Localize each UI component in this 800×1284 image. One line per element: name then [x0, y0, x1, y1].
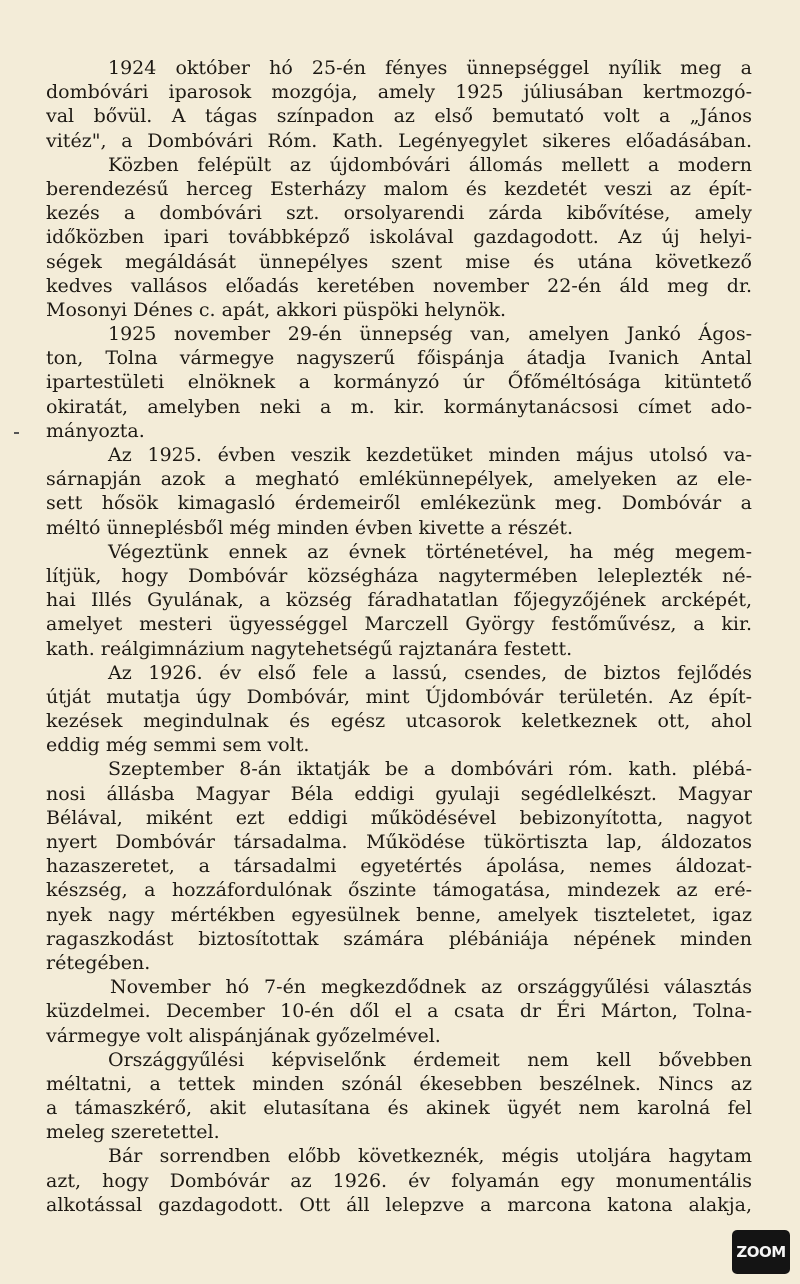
- text-line: amelyet mesteri ügyességgel Marczell György festőművész, a kir.: [46, 613, 752, 636]
- text-line: Végeztünk ennek az évnek történetével, ha még megem-: [108, 540, 752, 563]
- text-line: Bélával, miként ezt eddigi működésével bebizonyította, nagyot: [46, 806, 752, 829]
- text-line: November hó 7-én megkezdődnek az országgyűlési választás: [110, 976, 752, 999]
- text-line: kedves vallásos előadás keretében november 22-én áld meg dr.: [46, 274, 752, 297]
- text-line: méltó ünneplésből még minden évben kivette a részét.: [46, 516, 573, 539]
- zoom-logo: ZOOM: [732, 1230, 790, 1274]
- text-line: okiratát, amelyben neki a m. kir. kormánytanácsosi címet ado-: [46, 395, 752, 418]
- text-line: berendezésű herceg Esterházy malom és kezdetét veszi az épít-: [46, 177, 752, 200]
- text-line: kezés a dombóvári szt. orsolyarendi zárda kibővítése, amely: [46, 202, 752, 225]
- text-line: Az 1926. év első fele a lassú, csendes, de biztos fejlődés: [108, 661, 752, 684]
- text-line: készség, a hozzáfordulónak őszinte támogatása, mindezek az eré-: [46, 879, 752, 902]
- text-line: nyek nagy mértékben egyesülnek benne, amelyek tiszteletet, igaz: [46, 903, 752, 926]
- text-line: Közben felépült az újdombóvári állomás mellett a modern: [108, 153, 752, 176]
- text-line: hazaszeretet, a társadalmi egyetértés ápolása, nemes áldozat-: [46, 855, 752, 878]
- text-line: ton, Tolna vármegye nagyszerű főispánja átadja Ivanich Antal: [46, 347, 752, 370]
- text-line: sett hősök kimagasló érdemeiről emlékezünk meg. Dombóvár a: [46, 492, 752, 515]
- text-line: Mosonyi Dénes c. apát, akkori püspöki helynök.: [46, 298, 507, 321]
- text-line: Szeptember 8-án iktatják be a dombóvári róm. kath. plébá-: [108, 758, 752, 781]
- text-line: Országgyűlési képviselőnk érdemeit nem kell bővebben: [108, 1048, 752, 1071]
- text-line: nyert Dombóvár társadalma. Működése tükörtiszta lap, áldozatos: [46, 831, 752, 853]
- text-line: alkotással gazdagodott. Ott áll lelepzve a marcona katona alakja,: [46, 1193, 752, 1216]
- text-line: időközben ipari továbbképző iskolával gazdagodott. Az új helyi-: [46, 226, 752, 249]
- text-line: kath. reálgimnázium nagytehetségű rajztanára festett.: [46, 637, 573, 660]
- text-line: dombóvári iparosok mozgója, amely 1925 júliusában kertmozgó-: [46, 81, 752, 104]
- text-line: 1925 november 29-én ünnepség van, amelyen Jankó Ágos-: [108, 323, 752, 346]
- text-line: a támaszkérő, akit elutasítana és akinek ügyét nem karolná fel: [46, 1097, 752, 1120]
- text-line: ragaszkodást biztosítottak számára plébániája népének minden: [46, 927, 752, 950]
- text-line: eddig még semmi sem volt.: [46, 734, 310, 757]
- text-line: 1924 október hó 25-én fényes ünnepséggel nyílik meg a: [108, 57, 752, 79]
- text-line: Bár sorrendben előbb következnék, mégis utoljára hagytam: [108, 1145, 752, 1168]
- text-line: útját mutatja úgy Dombóvár, mint Újdombóvár területén. Az épít-: [46, 685, 752, 708]
- text-line: vármegye volt alispánjának győzelmével.: [46, 1024, 441, 1047]
- text-line: méltatni, a tettek minden szónál ékesebben beszélnek. Nincs az: [46, 1072, 752, 1095]
- text-line: mányozta.: [46, 419, 145, 442]
- text-line: lítjük, hogy Dombóvár községháza nagytermében leleplezték né-: [46, 564, 752, 587]
- text-line: kezések megindulnak és egész utcasorok keletkeznek ott, ahol: [46, 710, 752, 733]
- text-line: küzdelmei. December 10-én dől el a csata dr Éri Márton, Tolna-: [46, 1000, 752, 1023]
- margin-mark: [14, 432, 19, 434]
- text-line: Az 1925. évben veszik kezdetüket minden május utolsó va-: [108, 444, 752, 466]
- text-line: ségek megáldását ünnepélyes szent mise és utána következő: [46, 250, 752, 273]
- text-line: vitéz", a Dombóvári Róm. Kath. Legényegylet sikeres előadásában.: [46, 129, 752, 152]
- document-body: [46, 56, 752, 1217]
- text-line: sárnapján azok a megható emlékünnepélyek, amelyeken az ele-: [46, 468, 752, 491]
- text-line: rétegében.: [46, 951, 151, 974]
- text-line: azt, hogy Dombóvár az 1926. év folyamán egy monumentális: [46, 1169, 752, 1192]
- text-line: meleg szeretettel.: [46, 1121, 220, 1144]
- text-line: ipartestületi elnöknek a kormányzó úr Őfőméltósága kitüntető: [46, 371, 752, 394]
- text-line: hai Illés Gyulának, a község fáradhatatlan főjegyzőjének arcképét,: [46, 589, 752, 612]
- text-line: nosi állásba Magyar Béla eddigi gyulaji segédlelkészt. Magyar: [46, 782, 752, 805]
- text-line: val bővül. A tágas színpadon az első bemutató volt a „János: [46, 105, 752, 128]
